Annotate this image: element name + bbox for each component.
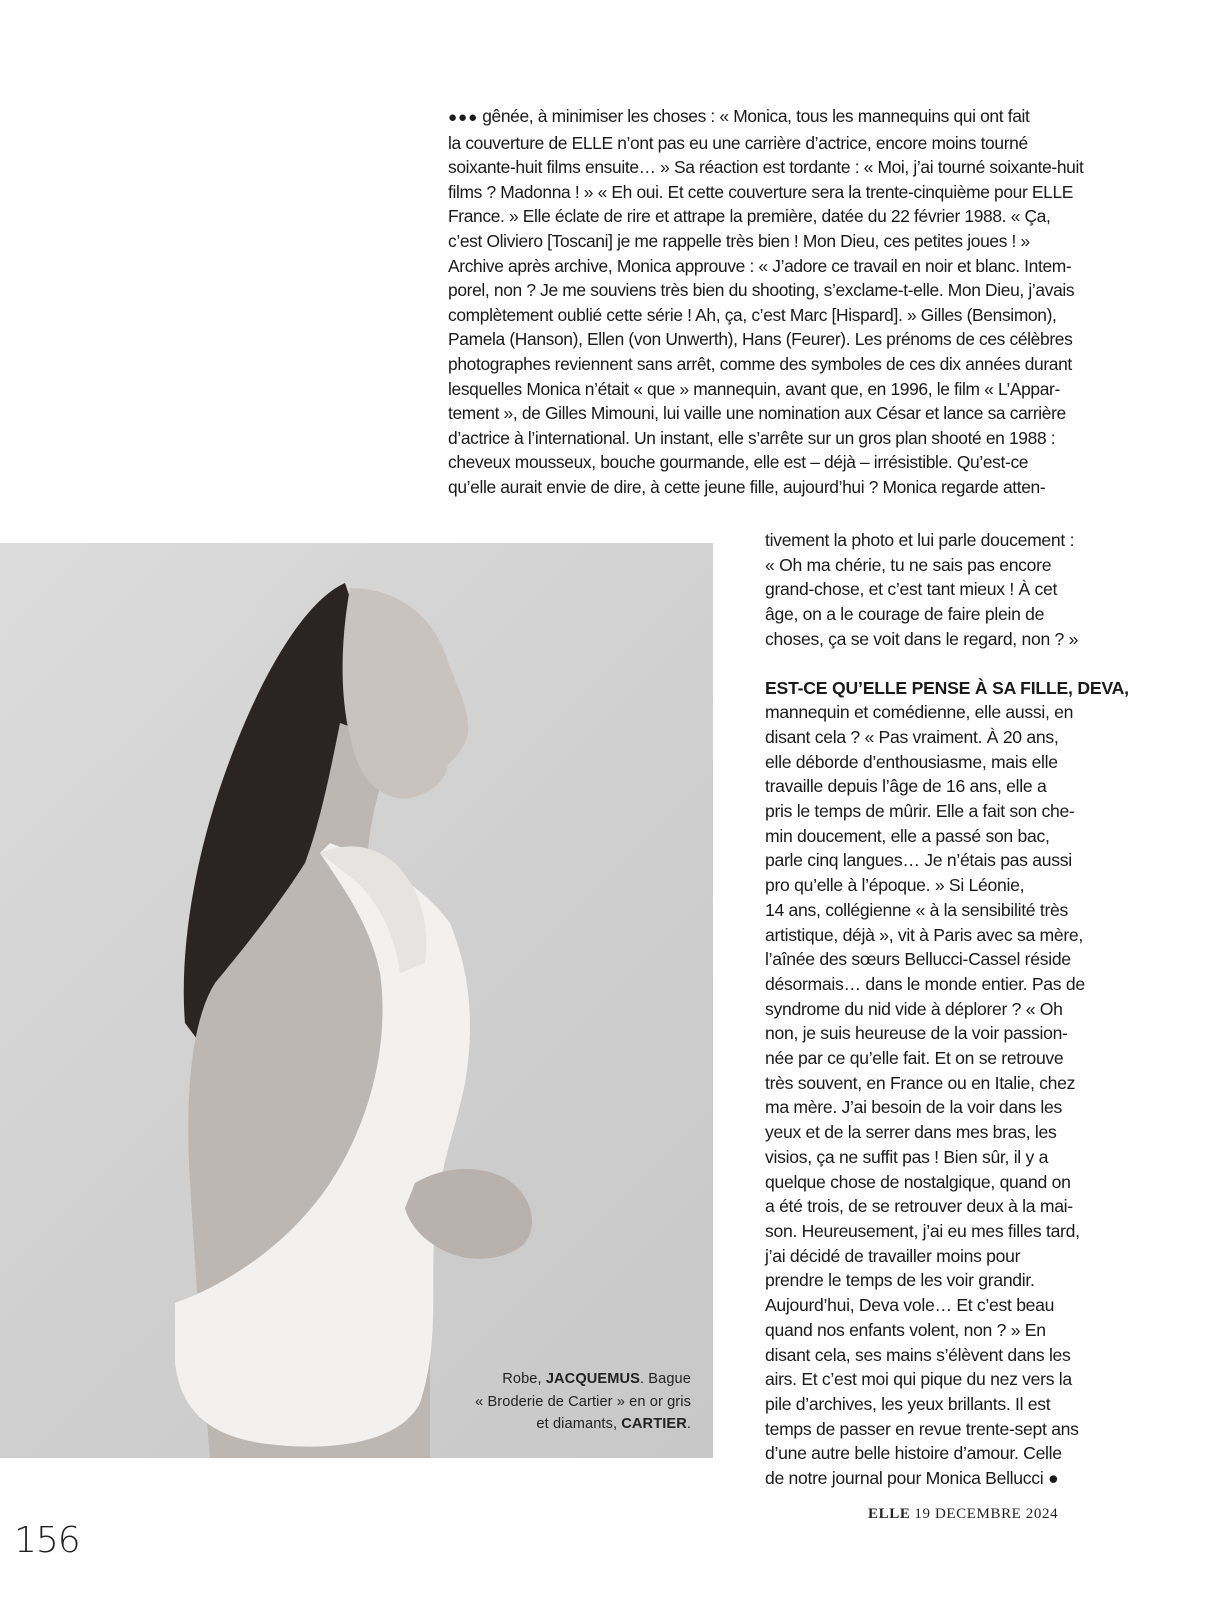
article-line: airs. Et c’est moi qui pique du nez vers la [765, 1369, 1072, 1390]
article-line: Pamela (Hanson), Ellen (von Unwerth), Hans (Feurer). Les prénoms de ces célèbres [448, 329, 1073, 350]
article-line: Archive après archive, Monica approuve : « J’adore ce travail en noir et blanc. Intem- [448, 255, 1072, 276]
caption-line: Robe, JACQUEMUS. Bague [502, 1371, 691, 1387]
article-line: disant cela, ses mains s’élèvent dans les [765, 1344, 1071, 1365]
article-line: d’une autre belle histoire d’amour. Celle [765, 1443, 1062, 1464]
article-line: pile d’archives, les yeux brillants. Il est [765, 1393, 1051, 1414]
portrait-photo [0, 543, 713, 1458]
section-subhead: EST-CE QU’ELLE PENSE À SA FILLE, DEVA, [765, 677, 1129, 698]
article-line: a été trois, de se retrouver deux à la mai- [765, 1196, 1073, 1217]
article-line: tivement la photo et lui parle doucement : [765, 530, 1075, 550]
article-line: films ? Madonna ! » « Eh oui. Et cette couverture sera la trente-cinquième pour ELLE [448, 181, 1074, 202]
article-line: née par ce qu’elle fait. Et on se retrouve [765, 1048, 1064, 1069]
page-number: 156 [14, 1520, 80, 1561]
lead-marker: ●●● [448, 109, 479, 126]
article-line: ma mère. J’ai besoin de la voir dans les [765, 1097, 1063, 1118]
brand-name: CARTIER [621, 1416, 687, 1433]
article-line: parle cinq langues… Je n’étais pas aussi [765, 850, 1072, 871]
article-line: tement », de Gilles Mimouni, lui vaille une nomination aux César et lance sa carrière [448, 403, 1066, 424]
article-line: syndrome du nid vide à déplorer ? « Oh [765, 998, 1063, 1019]
article-line: non, je suis heureuse de la voir passion- [765, 1023, 1068, 1044]
article-line: elle déborde d’enthousiasme, mais elle [765, 751, 1058, 772]
article-line: 14 ans, collégienne « à la sensibilité très [765, 899, 1069, 920]
portrait-illustration [0, 543, 713, 1458]
article-line: très souvent, en France ou en Italie, chez [765, 1072, 1076, 1093]
article-line: j’ai décidé de travailler moins pour [765, 1245, 1021, 1266]
article-line: min doucement, elle a passé son bac, [765, 825, 1050, 846]
article-intro-text [448, 104, 1093, 500]
photo-caption [395, 1368, 691, 1436]
article-line: son. Heureusement, j’ai eu mes filles tard, [765, 1220, 1080, 1241]
article-column [765, 528, 1129, 1491]
article-line: de notre journal pour Monica Bellucci ● [765, 1468, 1059, 1489]
caption-line: « Broderie de Cartier » en or gris [475, 1393, 691, 1410]
article-line: prendre le temps de les voir grandir. [765, 1270, 1035, 1291]
article-line: qu’elle aurait envie de dire, à cette jeune fille, aujourd’hui ? Monica regarde atten- [448, 476, 1046, 497]
article-line: photographes reviennent sans arrêt, comme des symboles de ces dix années durant [448, 353, 1072, 374]
article-line: la couverture de ELLE n’ont pas eu une carrière d’actrice, encore moins tourné [448, 132, 1028, 153]
article-line: « Oh ma chérie, tu ne sais pas encore [765, 554, 1052, 575]
article-line: c’est Oliviero [Toscani] je me rappelle très bien ! Mon Dieu, ces petites joues ! » [448, 230, 1030, 251]
article-line: choses, ça se voit dans le regard, non ? » [765, 628, 1079, 649]
article-line: disant cela ? « Pas vraiment. À 20 ans, [765, 726, 1059, 747]
article-line: Aujourd’hui, Deva vole… Et c’est beau [765, 1295, 1055, 1316]
article-line: visios, ça ne suffit pas ! Bien sûr, il y a [765, 1146, 1049, 1167]
article-line: pro qu’elle à l’époque. » Si Léonie, [765, 875, 1025, 896]
caption-line: et diamants, CARTIER. [536, 1416, 691, 1433]
article-line: temps de passer en revue trente-sept ans [765, 1418, 1079, 1439]
magazine-brand: ELLE [868, 1506, 911, 1522]
article-line: âge, on a le courage de faire plein de [765, 604, 1045, 625]
article-line: complètement oublié cette série ! Ah, ça, c’est Marc [Hispard]. » Gilles (Bensimon), [448, 304, 1057, 325]
article-line: yeux et de la serrer dans mes bras, les [765, 1122, 1057, 1143]
article-line: travaille depuis l’âge de 16 ans, elle a [765, 776, 1047, 797]
article-line: porel, non ? Je me souviens très bien du shooting, s’exclame-t-elle. Mon Dieu, j’avais [448, 280, 1075, 301]
article-line: lesquelles Monica n’était « que » mannequin, avant que, en 1996, le film « L’Appar- [448, 378, 1060, 399]
article-line: quelque chose de nostalgique, quand on [765, 1171, 1071, 1192]
article-line: désormais… dans le monde entier. Pas de [765, 973, 1085, 994]
issue-date: 19 DECEMBRE 2024 [914, 1506, 1059, 1522]
end-marker: ● [1047, 1468, 1059, 1489]
article-line: mannequin et comédienne, elle aussi, en [765, 702, 1074, 723]
article-line: grand-chose, et c’est tant mieux ! À cet [765, 579, 1058, 600]
article-line: d’actrice à l’international. Un instant, elle s’arrête sur un gros plan shooté en 1988 : [448, 427, 1056, 448]
article-line: ●●● gênée, à minimiser les choses : « Monica, tous les mannequins qui ont fait [448, 106, 1030, 126]
article-line: artistique, déjà », vit à Paris avec sa mère, [765, 924, 1083, 945]
brand-name: JACQUEMUS [545, 1371, 640, 1387]
article-line: soixante-huit films ensuite… » Sa réaction est tordante : « Moi, j’ai tourné soixante-huit [448, 157, 1084, 178]
article-line: pris le temps de mûrir. Elle a fait son che- [765, 801, 1075, 822]
article-line: quand nos enfants volent, non ? » En [765, 1319, 1046, 1340]
article-line: cheveux mousseux, bouche gourmande, elle est – déjà – irrésistible. Qu’est-ce [448, 452, 1029, 473]
article-line: l’aînée des sœurs Bellucci-Cassel réside [765, 949, 1071, 970]
issue-footer [868, 1506, 1058, 1523]
article-line: France. » Elle éclate de rire et attrape la première, datée du 22 février 1988. « Ça, [448, 206, 1051, 227]
